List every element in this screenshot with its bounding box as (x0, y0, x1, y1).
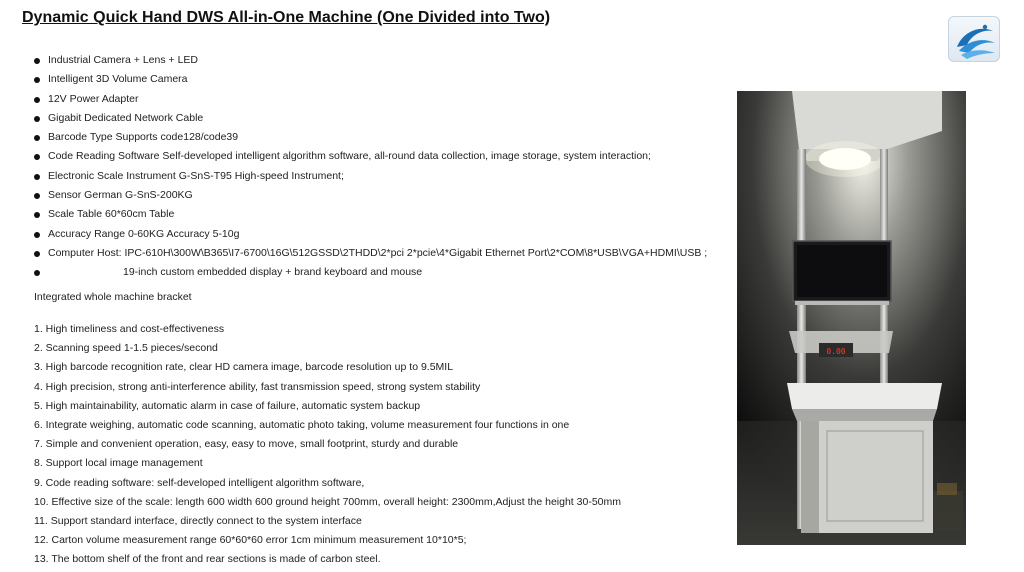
list-item: 12V Power Adapter (34, 90, 707, 109)
list-item: Sensor German G-SnS-200KG (34, 186, 707, 205)
bullet-icon (34, 77, 40, 83)
feature-item: 8. Support local image management (34, 457, 203, 470)
feature-item: 13. The bottom shelf of the front and rear sections is made of carbon steel. (34, 553, 381, 566)
page-title: Dynamic Quick Hand DWS All-in-One Machine (One Divided into Two) (22, 9, 551, 26)
list-item: Intelligent 3D Volume Camera (34, 70, 707, 89)
bullet-icon (34, 174, 40, 180)
feature-item: 3. High barcode recognition rate, clear HD camera image, barcode resolution up to 9.5MIL (34, 361, 454, 374)
bullet-icon (34, 212, 40, 218)
feature-list (34, 320, 621, 569)
feature-item: 9. Code reading software: self-developed intelligent algorithm software, (34, 476, 365, 489)
dws-machine-illustration (737, 91, 966, 545)
feature-item: 4. High precision, strong anti-interference ability, fast transmission speed, strong system stability (34, 380, 481, 393)
list-item: Code Reading Software Self-developed intelligent algorithm software, all-round data collection, image storage, system interaction; (34, 147, 707, 166)
list-item: Gigabit Dedicated Network Cable (34, 109, 707, 128)
bracket-heading: Integrated whole machine bracket (34, 291, 192, 303)
list-item: 19-inch custom embedded display + brand keyboard and mouse (34, 263, 707, 282)
list-item: Accuracy Range 0-60KG Accuracy 5-10g (34, 225, 707, 244)
bullet-icon (34, 58, 40, 64)
feature-item: 6. Integrate weighing, automatic code scanning, automatic photo taking, volume measurement four functions in one (34, 418, 570, 431)
feature-item: 1. High timeliness and cost-effectiveness (34, 323, 225, 335)
bullet-icon (34, 97, 40, 103)
feature-item: 2. Scanning speed 1-1.5 pieces/second (34, 342, 218, 355)
component-list (34, 51, 707, 283)
bullet-icon (34, 232, 40, 238)
list-item: Industrial Camera + Lens + LED (34, 51, 707, 70)
list-item: Barcode Type Supports code128/code39 (34, 128, 707, 147)
bullet-icon (34, 270, 40, 276)
machine-photo (737, 91, 966, 545)
feature-item: 12. Carton volume measurement range 60*60*60 error 1cm minimum measurement 10*10*5; (34, 534, 467, 547)
company-logo (948, 16, 1000, 62)
feature-item: 7. Simple and convenient operation, easy, easy to move, small footprint, sturdy and durable (34, 438, 459, 451)
bullet-icon (34, 154, 40, 160)
feature-item: 5. High maintainability, automatic alarm in case of failure, automatic system backup (34, 399, 421, 412)
list-item: Electronic Scale Instrument G-SnS-T95 High-speed Instrument; (34, 167, 707, 186)
list-item: Computer Host: IPC-610H\300W\B365\I7-6700\16G\512GSSD\2THDD\2*pci 2*pcie\4*Gigabit Ethernet Port\2*COM\8*USB\VGA+HDMI\USB ; (34, 244, 707, 263)
bullet-icon (34, 116, 40, 122)
bullet-icon (34, 251, 40, 257)
bullet-icon (34, 135, 40, 141)
wave-logo-icon (949, 17, 1001, 63)
feature-item: 10. Effective size of the scale: length 600 width 600 ground height 700mm, overall height: 2300mm,Adjust the height 30-50mm (34, 495, 621, 508)
bullet-icon (34, 193, 40, 199)
feature-item: 11. Support standard interface, directly connect to the system interface (34, 514, 362, 527)
scale-readout: 0.00 (826, 347, 846, 356)
list-item: Scale Table 60*60cm Table (34, 205, 707, 224)
